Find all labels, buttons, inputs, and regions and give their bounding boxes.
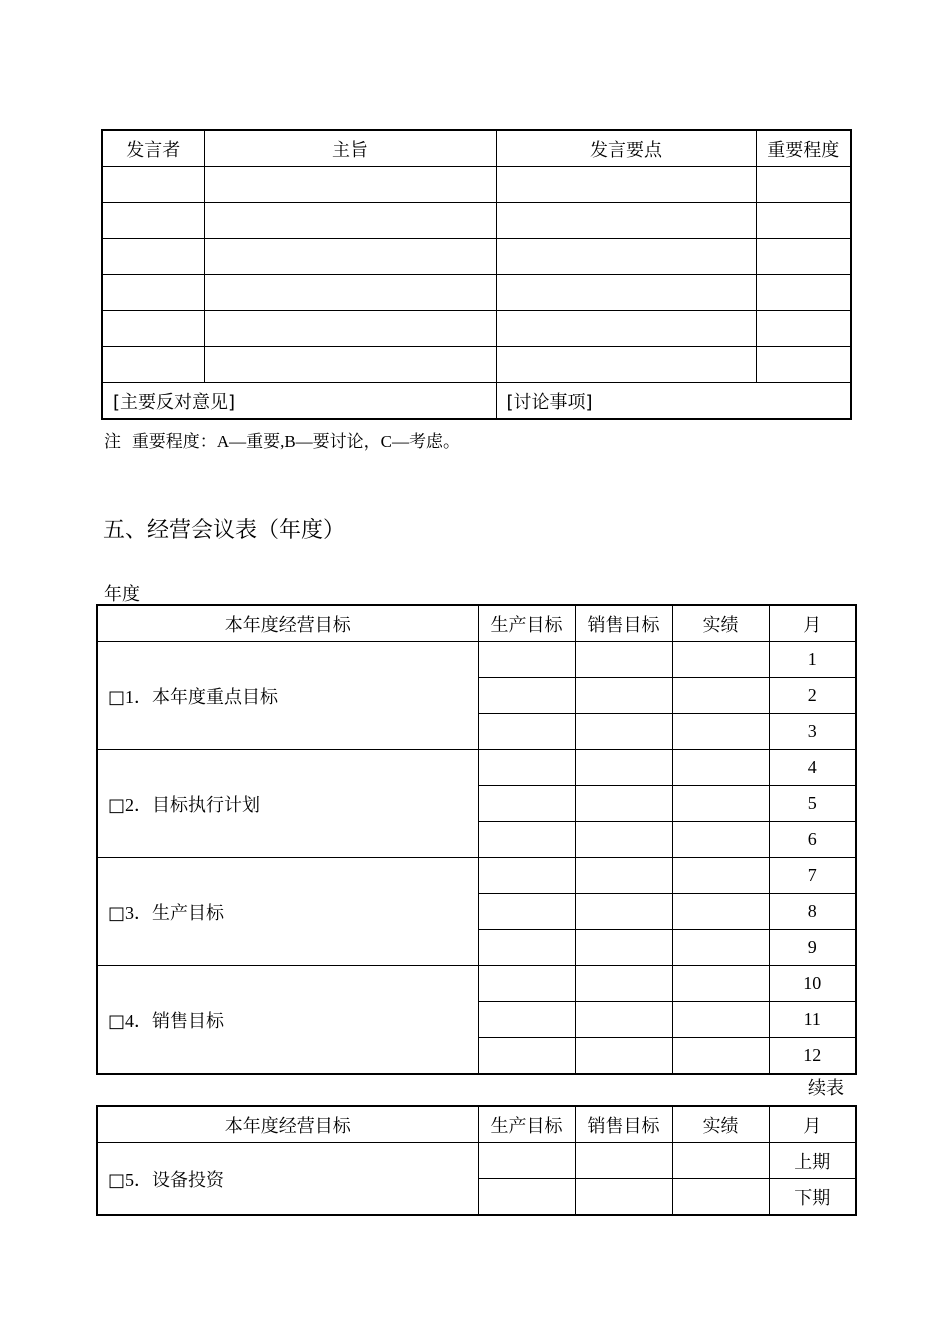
actual-cell[interactable] <box>672 714 769 750</box>
goal-cell <box>97 966 478 1075</box>
month-cell: 10 <box>769 966 856 1002</box>
header-theme: 主旨 <box>204 130 496 167</box>
production-goal-cell[interactable] <box>478 1038 575 1075</box>
annual-table-row <box>97 858 856 894</box>
month-cell: 11 <box>769 1002 856 1038</box>
annual-table-row <box>97 966 856 1002</box>
speech-table-body <box>102 167 851 420</box>
checkbox-icon[interactable]: □ <box>108 1169 126 1191</box>
actual-cell[interactable] <box>672 678 769 714</box>
goal-label: 目标执行计划 <box>152 794 261 816</box>
header-sales-goal: 销售目标 <box>575 1106 672 1143</box>
key-points-cell[interactable] <box>496 203 756 239</box>
sales-goal-cell[interactable] <box>575 786 672 822</box>
month-cell: 7 <box>769 858 856 894</box>
checkbox-icon[interactable]: □ <box>108 686 126 708</box>
sales-goal-cell[interactable] <box>575 1143 672 1179</box>
key-points-cell[interactable] <box>496 239 756 275</box>
note-prefix: 注 <box>104 432 121 452</box>
actual-cell[interactable] <box>672 966 769 1002</box>
goal-label: 生产目标 <box>152 902 225 924</box>
speech-table-row <box>102 239 851 275</box>
actual-cell[interactable] <box>672 1143 769 1179</box>
actual-cell[interactable] <box>672 858 769 894</box>
annual-table-row <box>97 642 856 678</box>
goal-cell <box>97 1143 478 1216</box>
speech-table-footer-row <box>102 383 851 420</box>
production-goal-cell[interactable] <box>478 750 575 786</box>
production-goal-cell[interactable] <box>478 1179 575 1216</box>
header-production-goal: 生产目标 <box>478 605 575 642</box>
speaker-cell[interactable] <box>102 239 204 275</box>
production-goal-cell[interactable] <box>478 1002 575 1038</box>
importance-cell[interactable] <box>756 347 851 383</box>
section-heading: 五、经营会议表（年度） <box>103 518 346 543</box>
continued-table-row <box>97 1143 856 1179</box>
production-goal-cell[interactable] <box>478 1143 575 1179</box>
header-actual: 实绩 <box>672 1106 769 1143</box>
production-goal-cell[interactable] <box>478 786 575 822</box>
month-cell: 5 <box>769 786 856 822</box>
production-goal-cell[interactable] <box>478 966 575 1002</box>
header-speaker: 发言者 <box>102 130 204 167</box>
goal-label: 本年度重点目标 <box>152 686 279 708</box>
month-cell: 8 <box>769 894 856 930</box>
key-points-cell[interactable] <box>496 167 756 203</box>
theme-cell[interactable] <box>204 311 496 347</box>
actual-cell[interactable] <box>672 1179 769 1216</box>
goal-number: 5． <box>125 1169 153 1190</box>
sales-goal-cell[interactable] <box>575 1179 672 1216</box>
sales-goal-cell[interactable] <box>575 894 672 930</box>
speaker-cell[interactable] <box>102 275 204 311</box>
production-goal-cell[interactable] <box>478 714 575 750</box>
note-label: 重要程度： <box>131 432 217 452</box>
month-cell: 12 <box>769 1038 856 1075</box>
speech-table <box>101 129 852 420</box>
continued-table-body <box>97 1143 856 1216</box>
sales-goal-cell[interactable] <box>575 966 672 1002</box>
month-cell: 3 <box>769 714 856 750</box>
sales-goal-cell[interactable] <box>575 1002 672 1038</box>
sales-goal-cell[interactable] <box>575 858 672 894</box>
header-month: 月 <box>769 1106 856 1143</box>
actual-cell[interactable] <box>672 930 769 966</box>
note-text: A—重要,B—要讨论，C—考虑。 <box>216 432 461 451</box>
month-cell: 6 <box>769 822 856 858</box>
theme-cell[interactable] <box>204 239 496 275</box>
goal-number: 1． <box>125 686 153 707</box>
continued-table <box>96 1105 857 1216</box>
year-label: 年度 <box>104 584 140 605</box>
goal-number: 3． <box>125 902 153 923</box>
actual-cell[interactable] <box>672 894 769 930</box>
actual-cell[interactable] <box>672 786 769 822</box>
importance-cell[interactable] <box>756 275 851 311</box>
importance-cell[interactable] <box>756 167 851 203</box>
importance-note <box>104 427 460 452</box>
sales-goal-cell[interactable] <box>575 714 672 750</box>
month-cell: 9 <box>769 930 856 966</box>
key-points-cell[interactable] <box>496 275 756 311</box>
production-goal-cell[interactable] <box>478 858 575 894</box>
checkbox-icon[interactable]: □ <box>108 902 126 924</box>
continued-table-header-row <box>97 1106 856 1143</box>
production-goal-cell[interactable] <box>478 894 575 930</box>
goal-number: 4． <box>125 1010 153 1031</box>
goal-label: 销售目标 <box>152 1010 225 1032</box>
speaker-cell[interactable] <box>102 203 204 239</box>
speech-table-row <box>102 275 851 311</box>
actual-cell[interactable] <box>672 822 769 858</box>
production-goal-cell[interactable] <box>478 822 575 858</box>
header-annual-goal: 本年度经营目标 <box>97 605 478 642</box>
annual-business-table <box>96 604 857 1075</box>
actual-cell[interactable] <box>672 750 769 786</box>
importance-cell[interactable] <box>756 311 851 347</box>
annual-table-header-row <box>97 605 856 642</box>
importance-cell[interactable] <box>756 203 851 239</box>
goal-cell <box>97 750 478 858</box>
checkbox-icon[interactable]: □ <box>108 794 126 816</box>
sales-goal-cell[interactable] <box>575 642 672 678</box>
discussion-items-cell[interactable]: [讨论事项] <box>496 383 851 420</box>
header-actual: 实绩 <box>672 605 769 642</box>
sales-goal-cell[interactable] <box>575 1038 672 1075</box>
continued-label: 续表 <box>808 1078 844 1099</box>
header-month: 月 <box>769 605 856 642</box>
key-points-cell[interactable] <box>496 311 756 347</box>
goal-cell <box>97 858 478 966</box>
header-importance: 重要程度 <box>756 130 851 167</box>
goal-cell <box>97 642 478 750</box>
theme-cell[interactable] <box>204 203 496 239</box>
importance-cell[interactable] <box>756 239 851 275</box>
actual-cell[interactable] <box>672 1002 769 1038</box>
theme-cell[interactable] <box>204 275 496 311</box>
header-sales-goal: 销售目标 <box>575 605 672 642</box>
speaker-cell[interactable] <box>102 311 204 347</box>
month-cell: 2 <box>769 678 856 714</box>
production-goal-cell[interactable] <box>478 642 575 678</box>
speaker-cell[interactable] <box>102 347 204 383</box>
goal-label: 设备投资 <box>152 1169 225 1191</box>
sales-goal-cell[interactable] <box>575 750 672 786</box>
goal-number: 2． <box>125 794 153 815</box>
period-cell: 下期 <box>769 1179 856 1216</box>
key-points-cell[interactable] <box>496 347 756 383</box>
speech-table-row <box>102 203 851 239</box>
actual-cell[interactable] <box>672 642 769 678</box>
month-cell: 4 <box>769 750 856 786</box>
month-cell: 1 <box>769 642 856 678</box>
annual-table-body <box>97 642 856 1075</box>
header-production-goal: 生产目标 <box>478 1106 575 1143</box>
speech-table-row <box>102 167 851 203</box>
theme-cell[interactable] <box>204 167 496 203</box>
sales-goal-cell[interactable] <box>575 822 672 858</box>
production-goal-cell[interactable] <box>478 930 575 966</box>
main-objections-cell[interactable]: [主要反对意见] <box>102 383 496 420</box>
production-goal-cell[interactable] <box>478 678 575 714</box>
speech-table-row <box>102 311 851 347</box>
speech-table-header-row <box>102 130 851 167</box>
header-annual-goal: 本年度经营目标 <box>97 1106 478 1143</box>
speech-table-row <box>102 347 851 383</box>
annual-table-row <box>97 750 856 786</box>
actual-cell[interactable] <box>672 1038 769 1075</box>
sales-goal-cell[interactable] <box>575 930 672 966</box>
checkbox-icon[interactable]: □ <box>108 1010 126 1032</box>
sales-goal-cell[interactable] <box>575 678 672 714</box>
speaker-cell[interactable] <box>102 167 204 203</box>
period-cell: 上期 <box>769 1143 856 1179</box>
theme-cell[interactable] <box>204 347 496 383</box>
header-key-points: 发言要点 <box>496 130 756 167</box>
